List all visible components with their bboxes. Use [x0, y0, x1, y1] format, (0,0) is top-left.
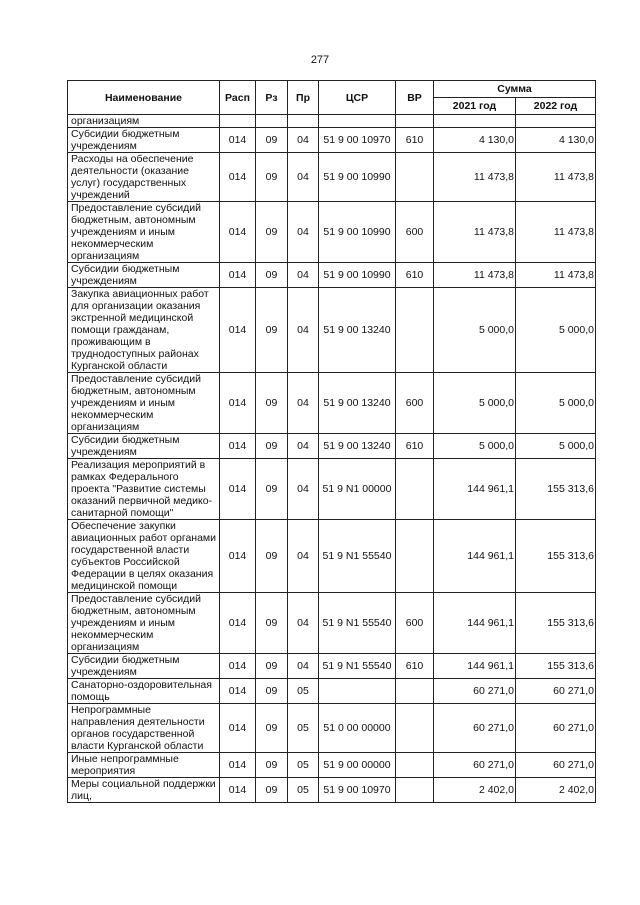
- cell-rz: 09: [256, 593, 288, 654]
- cell-pr: 04: [288, 654, 319, 679]
- table-row: [68, 128, 596, 153]
- cell-name: Предоставление субсидий бюджетным, автономным учреждениям и иным некоммерческим организациям: [68, 593, 220, 654]
- cell-rz: 09: [256, 263, 288, 288]
- cell-csr: 51 9 00 00000: [319, 753, 396, 778]
- cell-csr: 51 9 00 13240: [319, 434, 396, 459]
- table-row: [68, 153, 596, 202]
- table-row: [68, 753, 596, 778]
- cell-name: Субсидии бюджетным учреждениям: [68, 434, 220, 459]
- cell-csr: 51 9 00 13240: [319, 373, 396, 434]
- cell-vr: [396, 115, 434, 128]
- cell-name: Субсидии бюджетным учреждениям: [68, 128, 220, 153]
- cell-2022: 5 000,0: [516, 288, 596, 373]
- cell-csr: 51 0 00 00000: [319, 704, 396, 753]
- cell-rasp: 014: [220, 202, 256, 263]
- cell-csr: 51 9 00 13240: [319, 288, 396, 373]
- cell-pr: 05: [288, 679, 319, 704]
- cell-rasp: 014: [220, 753, 256, 778]
- cell-2022: 5 000,0: [516, 434, 596, 459]
- cell-rz: 09: [256, 434, 288, 459]
- cell-2021: [434, 115, 516, 128]
- cell-csr: 51 9 00 10990: [319, 202, 396, 263]
- cell-rasp: 014: [220, 434, 256, 459]
- cell-rz: 09: [256, 288, 288, 373]
- cell-pr: 04: [288, 202, 319, 263]
- cell-2021: 60 271,0: [434, 753, 516, 778]
- cell-rz: 09: [256, 153, 288, 202]
- cell-2022: 5 000,0: [516, 373, 596, 434]
- header-summa: Сумма: [434, 81, 596, 98]
- cell-pr: 04: [288, 153, 319, 202]
- header-pr: Пр: [288, 81, 319, 115]
- cell-rz: 09: [256, 778, 288, 803]
- cell-2021: 2 402,0: [434, 778, 516, 803]
- table-row: [68, 115, 596, 128]
- page-number: 277: [310, 54, 330, 66]
- cell-2022: 60 271,0: [516, 679, 596, 704]
- cell-name: Субсидии бюджетным учреждениям: [68, 654, 220, 679]
- cell-2021: 11 473,8: [434, 153, 516, 202]
- cell-pr: 04: [288, 459, 319, 520]
- cell-name: Предоставление субсидий бюджетным, автономным учреждениям и иным некоммерческим организациям: [68, 202, 220, 263]
- cell-pr: 04: [288, 128, 319, 153]
- cell-2022: 60 271,0: [516, 704, 596, 753]
- cell-2021: 144 961,1: [434, 459, 516, 520]
- cell-vr: 610: [396, 434, 434, 459]
- cell-csr: [319, 115, 396, 128]
- cell-csr: [319, 679, 396, 704]
- cell-vr: [396, 753, 434, 778]
- table-row: [68, 593, 596, 654]
- cell-vr: 600: [396, 373, 434, 434]
- cell-2021: 5 000,0: [434, 373, 516, 434]
- cell-name: Санаторно-оздоровительная помощь: [68, 679, 220, 704]
- cell-vr: [396, 679, 434, 704]
- cell-rz: 09: [256, 520, 288, 593]
- cell-name: Иные непрограммные мероприятия: [68, 753, 220, 778]
- cell-vr: 610: [396, 128, 434, 153]
- cell-pr: 04: [288, 288, 319, 373]
- table-row: [68, 434, 596, 459]
- table-body: [68, 115, 596, 803]
- cell-rasp: 014: [220, 704, 256, 753]
- cell-2022: 155 313,6: [516, 520, 596, 593]
- cell-rasp: 014: [220, 593, 256, 654]
- header-rasp: Расп: [220, 81, 256, 115]
- cell-rz: 09: [256, 202, 288, 263]
- cell-2022: 60 271,0: [516, 753, 596, 778]
- cell-2021: 5 000,0: [434, 288, 516, 373]
- cell-csr: 51 9 N1 55540: [319, 593, 396, 654]
- cell-rasp: [220, 115, 256, 128]
- cell-vr: 610: [396, 263, 434, 288]
- cell-2022: 4 130,0: [516, 128, 596, 153]
- table-row: [68, 520, 596, 593]
- cell-csr: 51 9 00 10990: [319, 263, 396, 288]
- cell-rasp: 014: [220, 288, 256, 373]
- cell-pr: 04: [288, 263, 319, 288]
- cell-pr: 04: [288, 593, 319, 654]
- header-year-2022: 2022 год: [516, 98, 596, 115]
- cell-rasp: 014: [220, 373, 256, 434]
- cell-rasp: 014: [220, 153, 256, 202]
- cell-2022: 155 313,6: [516, 593, 596, 654]
- cell-rz: 09: [256, 679, 288, 704]
- cell-2021: 144 961,1: [434, 520, 516, 593]
- table-row: [68, 288, 596, 373]
- table-row: [68, 263, 596, 288]
- cell-2021: 11 473,8: [434, 202, 516, 263]
- cell-2022: 11 473,8: [516, 263, 596, 288]
- cell-rz: 09: [256, 654, 288, 679]
- header-year-2021: 2021 год: [434, 98, 516, 115]
- header-name: Наименование: [68, 81, 220, 115]
- cell-rz: 09: [256, 373, 288, 434]
- cell-vr: 600: [396, 593, 434, 654]
- cell-name: организациям: [68, 115, 220, 128]
- cell-name: Обеспечение закупки авиационных работ органами государственной власти субъектов Российской Федерации в целях оказания медицинской помощи: [68, 520, 220, 593]
- cell-2021: 11 473,8: [434, 263, 516, 288]
- cell-name: Субсидии бюджетным учреждениям: [68, 263, 220, 288]
- table-row: [68, 202, 596, 263]
- cell-pr: 04: [288, 434, 319, 459]
- cell-name: Закупка авиационных работ для организации оказания экстренной медицинской помощи гражданам, проживающим в труднодоступных районах Курганской области: [68, 288, 220, 373]
- cell-csr: 51 9 N1 00000: [319, 459, 396, 520]
- cell-rasp: 014: [220, 778, 256, 803]
- cell-rasp: 014: [220, 263, 256, 288]
- cell-2021: 5 000,0: [434, 434, 516, 459]
- cell-csr: 51 9 N1 55540: [319, 654, 396, 679]
- table-row: [68, 654, 596, 679]
- cell-rasp: 014: [220, 520, 256, 593]
- cell-vr: [396, 704, 434, 753]
- table-row: [68, 778, 596, 803]
- cell-rasp: 014: [220, 654, 256, 679]
- cell-vr: [396, 520, 434, 593]
- header-vr: ВР: [396, 81, 434, 115]
- table-row: [68, 459, 596, 520]
- header-csr: ЦСР: [319, 81, 396, 115]
- cell-2022: 11 473,8: [516, 202, 596, 263]
- cell-pr: 04: [288, 373, 319, 434]
- cell-pr: 05: [288, 778, 319, 803]
- header-rz: Рз: [256, 81, 288, 115]
- cell-pr: 05: [288, 753, 319, 778]
- cell-rasp: 014: [220, 128, 256, 153]
- cell-vr: [396, 153, 434, 202]
- cell-rz: 09: [256, 704, 288, 753]
- cell-vr: 610: [396, 654, 434, 679]
- cell-vr: [396, 459, 434, 520]
- cell-2021: 144 961,1: [434, 654, 516, 679]
- cell-pr: [288, 115, 319, 128]
- cell-pr: 05: [288, 704, 319, 753]
- table-row: [68, 679, 596, 704]
- cell-csr: 51 9 00 10990: [319, 153, 396, 202]
- cell-2022: [516, 115, 596, 128]
- budget-table: [67, 80, 596, 803]
- cell-vr: 600: [396, 202, 434, 263]
- cell-rasp: 014: [220, 459, 256, 520]
- cell-name: Меры социальной поддержки лиц,: [68, 778, 220, 803]
- cell-2021: 4 130,0: [434, 128, 516, 153]
- cell-name: Непрограммные направления деятельности органов государственной власти Курганской области: [68, 704, 220, 753]
- table-row: [68, 373, 596, 434]
- cell-2021: 144 961,1: [434, 593, 516, 654]
- cell-rz: [256, 115, 288, 128]
- cell-vr: [396, 778, 434, 803]
- cell-rz: 09: [256, 753, 288, 778]
- cell-2022: 11 473,8: [516, 153, 596, 202]
- cell-2022: 155 313,6: [516, 654, 596, 679]
- cell-rz: 09: [256, 128, 288, 153]
- cell-vr: [396, 288, 434, 373]
- table-row: [68, 704, 596, 753]
- cell-name: Расходы на обеспечение деятельности (оказание услуг) государственных учреждений: [68, 153, 220, 202]
- cell-2022: 2 402,0: [516, 778, 596, 803]
- cell-rz: 09: [256, 459, 288, 520]
- cell-csr: 51 9 00 10970: [319, 128, 396, 153]
- cell-name: Реализация мероприятий в рамках Федерального проекта "Развитие системы оказаний первичной медико-санитарной помощи": [68, 459, 220, 520]
- cell-rasp: 014: [220, 679, 256, 704]
- cell-2022: 155 313,6: [516, 459, 596, 520]
- cell-csr: 51 9 N1 55540: [319, 520, 396, 593]
- cell-csr: 51 9 00 10970: [319, 778, 396, 803]
- cell-pr: 04: [288, 520, 319, 593]
- cell-2021: 60 271,0: [434, 679, 516, 704]
- cell-2021: 60 271,0: [434, 704, 516, 753]
- cell-name: Предоставление субсидий бюджетным, автономным учреждениям и иным некоммерческим организациям: [68, 373, 220, 434]
